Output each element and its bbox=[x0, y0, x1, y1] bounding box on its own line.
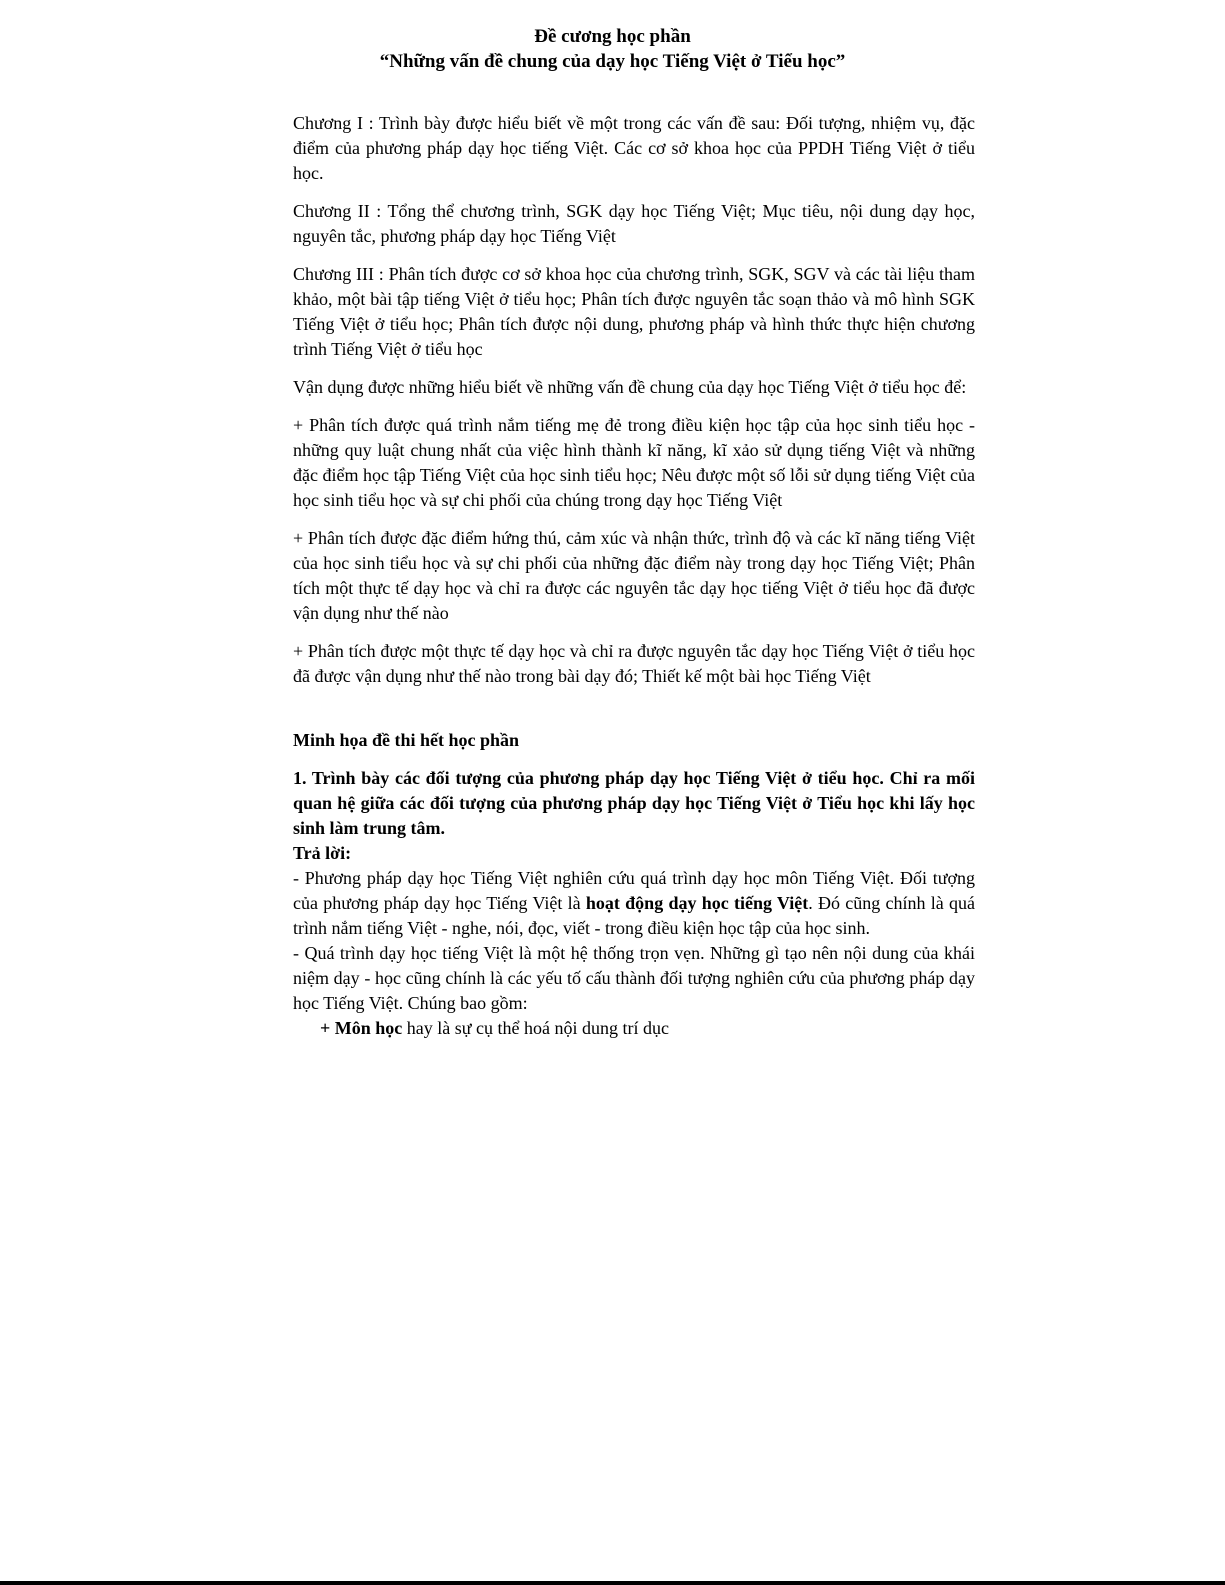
answer-p1-emphasis: hoạt động dạy học tiếng Việt bbox=[585, 893, 809, 913]
answer-p1-end: . Đó cũng chính là quá trình nắm tiếng Việt - nghe, nói, đọc, viết - trong điều kiện học tập của học sinh. bbox=[293, 893, 975, 938]
document-subtitle: “Những vấn đề chung của dạy học Tiếng Việt ở Tiểu học” bbox=[379, 51, 846, 72]
exam-question-1: 1. Trình bày các đối tượng của phương pháp dạy học Tiếng Việt ở tiểu học. Chỉ ra mối quan hệ giữa các đối tượng của phương pháp dạy học Tiếng Việt ở Tiểu học khi lấy học sinh làm trung tâm. bbox=[293, 768, 975, 838]
page-bottom-border bbox=[0, 1581, 1225, 1585]
chapter-1-outline: Chương I : Trình bày được hiểu biết về một trong các vấn đề sau: Đối tượng, nhiệm vụ, đặc điểm của phương pháp dạy học tiếng Việt. Các cơ sở khoa học của PPDH Tiếng Việt ở tiểu học. bbox=[293, 113, 975, 183]
application-intro: Vận dụng được những hiểu biết về những vấn đề chung của dạy học Tiếng Việt ở tiểu học để: bbox=[293, 377, 967, 397]
document-header bbox=[0, 24, 1225, 74]
chapter-2-outline: Chương II : Tổng thể chương trình, SGK dạy học Tiếng Việt; Mục tiêu, nội dung dạy học, nguyên tắc, phương pháp dạy học Tiếng Việt bbox=[293, 201, 975, 246]
answer-paragraph-1 bbox=[293, 866, 975, 941]
answer-item-description: hay là sự cụ thể hoá nội dung trí dục bbox=[402, 1018, 669, 1038]
application-item-1: + Phân tích được quá trình nắm tiếng mẹ đẻ trong điều kiện học tập của học sinh tiểu học - những quy luật chung nhất của việc hình thành kĩ năng, kĩ xảo sử dụng tiếng Việt và những đặc điểm học tập Tiếng Việt của học sinh tiểu học; Nêu được một số lỗi sử dụng tiếng Việt của học sinh tiểu học và sự chi phối của chúng trong dạy học Tiếng Việt bbox=[293, 415, 975, 510]
exam-heading: Minh họa đề thi hết học phần bbox=[293, 730, 520, 750]
answer-list-item bbox=[293, 1016, 975, 1041]
answer-label: Trả lời: bbox=[293, 843, 352, 863]
answer-p1-start: - Phương pháp dạy học Tiếng Việt nghiên cứu quá trình dạy học môn Tiếng Việt. Đối tượng của phương pháp dạy học Tiếng Việt là bbox=[293, 868, 975, 913]
answer-paragraph-2: - Quá trình dạy học tiếng Việt là một hệ thống trọn vẹn. Những gì tạo nên nội dung của khái niệm dạy - học cũng chính là các yếu tố cấu thành đối tượng nghiên cứu của phương pháp dạy học Tiếng Việt. Chúng bao gồm: bbox=[293, 943, 975, 1013]
document-title: Đề cương học phần bbox=[534, 26, 691, 47]
chapter-3-outline: Chương III : Phân tích được cơ sở khoa học của chương trình, SGK, SGV và các tài liệu tham khảo, một bài tập tiếng Việt ở tiểu học; Phân tích được nguyên tắc soạn thảo và mô hình SGK Tiếng Việt ở tiểu học; Phân tích được nội dung, phương pháp và hình thức thực hiện chương trình Tiếng Việt ở tiểu học bbox=[293, 264, 975, 359]
answer-item-term: + Môn học bbox=[320, 1018, 403, 1038]
application-item-3: + Phân tích được một thực tế dạy học và chỉ ra được nguyên tắc dạy học Tiếng Việt ở tiểu học đã được vận dụng như thế nào trong bài dạy đó; Thiết kế một bài học Tiếng Việt bbox=[293, 641, 975, 686]
application-item-2: + Phân tích được đặc điểm hứng thú, cảm xúc và nhận thức, trình độ và các kĩ năng tiếng Việt của học sinh tiểu học và sự chi phối của những đặc điểm này trong dạy học Tiếng Việt; Phân tích một thực tế dạy học và chỉ ra được các nguyên tắc dạy học tiếng Việt ở tiểu học đã được vận dụng như thế nào bbox=[293, 528, 975, 623]
section-spacer bbox=[293, 702, 975, 728]
document-body bbox=[293, 111, 975, 1041]
